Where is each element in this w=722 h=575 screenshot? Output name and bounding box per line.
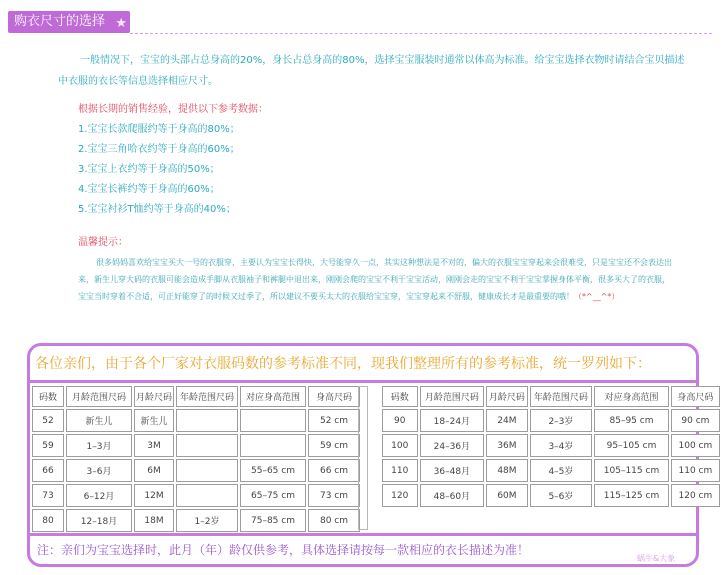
table-cell: 73 cm bbox=[308, 484, 360, 507]
table-cell: 6M bbox=[134, 459, 174, 482]
column-header: 年龄范围尺码 bbox=[530, 386, 593, 407]
table-cell: 85–95 cm bbox=[594, 409, 669, 432]
table-cell bbox=[176, 459, 238, 482]
table-cell: 90 cm bbox=[671, 409, 720, 432]
table-cell: 95–105 cm bbox=[594, 434, 669, 457]
column-header: 码数 bbox=[32, 386, 64, 407]
panel-divider-bottom bbox=[30, 533, 696, 536]
reference-data-title: 根据长期的销售经验，提供以下参考数据： bbox=[78, 104, 268, 115]
table-cell: 59 cm bbox=[308, 434, 360, 457]
reference-data-list bbox=[78, 120, 240, 220]
table-cell bbox=[176, 484, 238, 507]
intro-paragraph: 一般情况下，宝宝的头部占总身高的20%，身长占总身高的80%，选择宝宝服装时通常以体高为标准。给宝宝选择衣物时请结合宝贝描述中衣服的衣长等信息选择相应尺寸。 bbox=[58, 55, 685, 87]
table-cell: 100 cm bbox=[671, 434, 720, 457]
table-cell: 105–115 cm bbox=[594, 459, 669, 482]
table-cell: 3M bbox=[134, 434, 174, 457]
size-chart-heading: 各位亲们，由于各个厂家对衣服码数的参考标准不同，现我们整理所有的参考标准，统一罗列如下： bbox=[35, 356, 651, 372]
list-item: 5.宝宝衬衫T恤约等于身高的40%； bbox=[78, 204, 236, 215]
table-cell: 48M bbox=[486, 459, 527, 482]
table-cell: 100 bbox=[382, 434, 418, 457]
tip-paragraph bbox=[78, 254, 672, 305]
table-header-row bbox=[382, 386, 720, 407]
table-cell: 110 cm bbox=[671, 459, 720, 482]
column-header: 月龄尺码 bbox=[486, 386, 527, 407]
panel-divider-top bbox=[30, 380, 696, 383]
table-cell: 115–125 cm bbox=[594, 484, 669, 507]
table-cell: 18–24月 bbox=[420, 409, 485, 432]
table-cell: 52 bbox=[32, 409, 64, 432]
column-header: 身高尺码 bbox=[671, 386, 720, 407]
size-note: 注：亲们为宝宝选择时，此月（年）龄仅供参考，具体选择请按每一款相应的衣长描述为准！ bbox=[37, 543, 530, 557]
table-cell: 3–6月 bbox=[66, 459, 132, 482]
table-cell: 1–3月 bbox=[66, 434, 132, 457]
table-row bbox=[382, 434, 720, 457]
tip-body-text: 很多妈妈喜欢给宝宝买大一号的衣服穿，主要认为宝宝长得快，大号能穿久一点，其实这种想法是不对的，偏大的衣服宝宝穿起来会很难受，只是宝宝还不会表达出来，新生儿穿大码的衣服可能会造成手脚从衣服袖子和裤腿中退出来，刚刚会爬的宝宝不利于宝宝活动，刚刚会走的宝宝不利于宝宝掌握身体平衡，很多买大了的衣服，宝宝当时穿着不合适，可正好能穿了的时候又过季了，所以建议不要买太大的衣服给宝宝穿，宝宝穿起来不舒服，健康成长才是最重要的哦！ bbox=[78, 258, 672, 301]
table-row bbox=[382, 484, 720, 507]
table-cell: 120 bbox=[382, 484, 418, 507]
column-header: 对应身高范围 bbox=[240, 386, 306, 407]
table-cell: 55–65 cm bbox=[240, 459, 306, 482]
table-row bbox=[32, 409, 360, 432]
table-cell: 12M bbox=[134, 484, 174, 507]
table-cell bbox=[240, 434, 306, 457]
column-header: 月龄范围尺码 bbox=[66, 386, 132, 407]
star-icon: ★ bbox=[115, 16, 127, 31]
header-divider bbox=[130, 33, 712, 34]
column-header: 月龄尺码 bbox=[134, 386, 174, 407]
size-table-right bbox=[380, 384, 722, 509]
column-header: 月龄范围尺码 bbox=[420, 386, 485, 407]
table-cell: 24M bbox=[486, 409, 527, 432]
table-cell bbox=[240, 409, 306, 432]
list-item: 3.宝宝上衣约等于身高的50%； bbox=[78, 164, 220, 175]
table-header-row bbox=[32, 386, 360, 407]
table-cell: 36–48月 bbox=[420, 459, 485, 482]
table-cell: 新生儿 bbox=[134, 409, 174, 432]
list-item: 1.宝宝长款爬服约等于身高的80%； bbox=[78, 124, 240, 135]
table-row bbox=[32, 509, 360, 532]
table-cell: 2–3岁 bbox=[530, 409, 593, 432]
table-cell: 60M bbox=[486, 484, 527, 507]
table-cell: 4–5岁 bbox=[530, 459, 593, 482]
table-cell: 5–6岁 bbox=[530, 484, 593, 507]
column-header: 对应身高范围 bbox=[594, 386, 669, 407]
table-cell: 59 bbox=[32, 434, 64, 457]
table-row bbox=[32, 459, 360, 482]
table-divider bbox=[352, 384, 376, 532]
table-row bbox=[32, 484, 360, 507]
table-row bbox=[382, 409, 720, 432]
table-cell: 80 cm bbox=[308, 509, 360, 532]
table-cell: 66 cm bbox=[308, 459, 360, 482]
table-cell: 73 bbox=[32, 484, 64, 507]
table-cell bbox=[176, 409, 238, 432]
table-cell: 12–18月 bbox=[66, 509, 132, 532]
table-cell: 120 cm bbox=[671, 484, 720, 507]
table-cell: 24–36月 bbox=[420, 434, 485, 457]
table-cell: 90 bbox=[382, 409, 418, 432]
table-cell: 110 bbox=[382, 459, 418, 482]
tip-title: 温馨提示： bbox=[78, 237, 128, 248]
section-title: 购衣尺寸的选择 bbox=[14, 14, 106, 29]
table-cell: 52 cm bbox=[308, 409, 360, 432]
table-cell: 66 bbox=[32, 459, 64, 482]
table-cell: 80 bbox=[32, 509, 64, 532]
list-item: 2.宝宝三角哈衣约等于身高的60%； bbox=[78, 144, 240, 155]
table-cell: 48–60月 bbox=[420, 484, 485, 507]
table-row bbox=[382, 459, 720, 482]
column-header: 码数 bbox=[382, 386, 418, 407]
watermark: 蜗牛&大象 bbox=[637, 554, 676, 563]
smiley-emoticon: （*^__^*） bbox=[574, 292, 620, 301]
table-cell: 新生儿 bbox=[66, 409, 132, 432]
size-table-left bbox=[30, 384, 362, 534]
section-header bbox=[8, 11, 130, 33]
table-cell: 1–2岁 bbox=[176, 509, 238, 532]
table-row bbox=[32, 434, 360, 457]
table-cell: 3–4岁 bbox=[530, 434, 593, 457]
list-item: 4.宝宝长裤约等于身高的60%； bbox=[78, 184, 220, 195]
column-header: 身高尺码 bbox=[308, 386, 360, 407]
table-cell: 6–12月 bbox=[66, 484, 132, 507]
table-cell: 18M bbox=[134, 509, 174, 532]
table-cell: 36M bbox=[486, 434, 527, 457]
table-cell: 65–75 cm bbox=[240, 484, 306, 507]
column-header: 年龄范围尺码 bbox=[176, 386, 238, 407]
table-cell bbox=[176, 434, 238, 457]
table-cell: 75–85 cm bbox=[240, 509, 306, 532]
